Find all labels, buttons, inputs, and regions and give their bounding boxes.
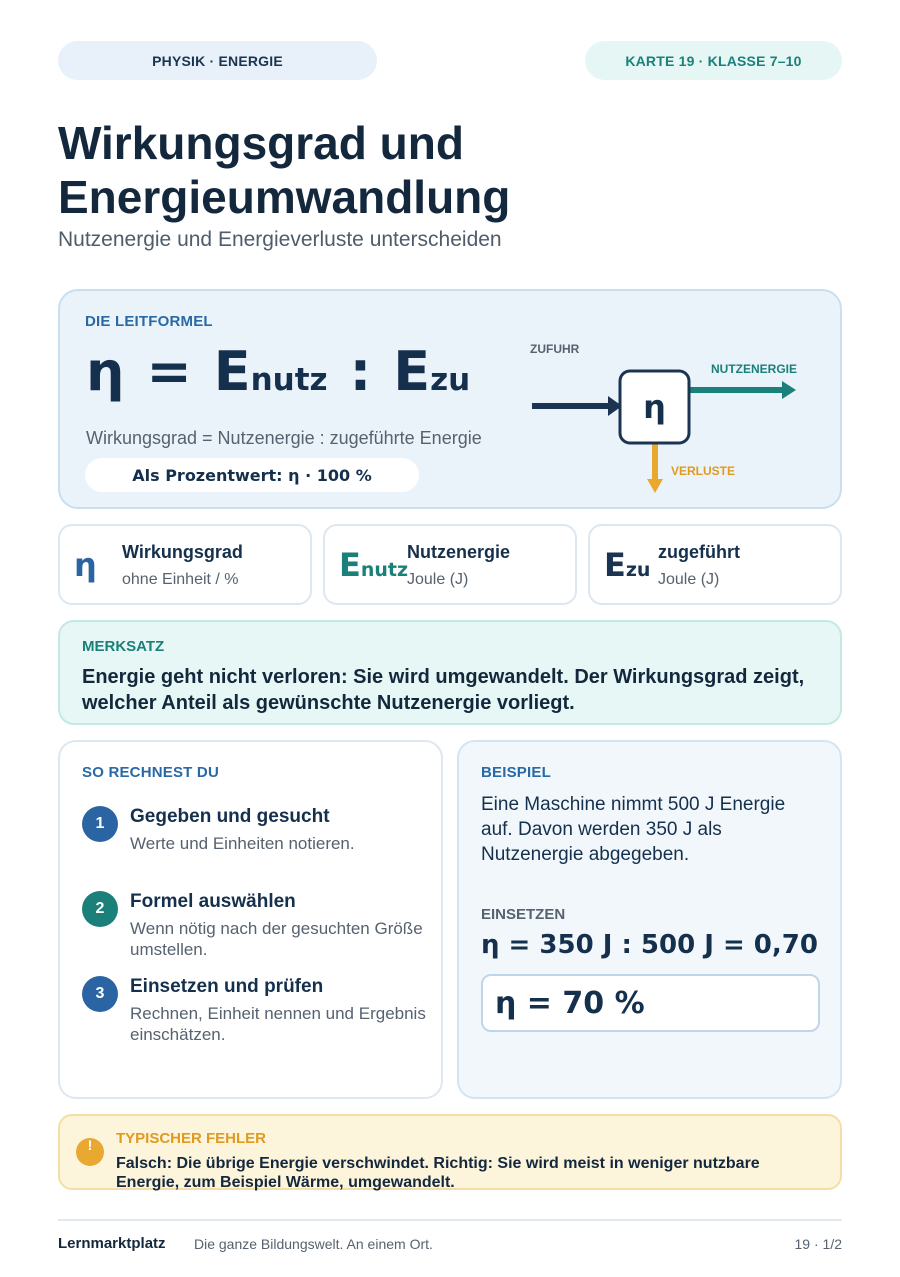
merksatz-label: MERKSATZ xyxy=(82,638,165,655)
diagram-box-symbol: η xyxy=(643,388,666,426)
main-formula xyxy=(86,340,470,403)
step-number: 2 xyxy=(82,891,118,927)
variable-unit: ohne Einheit / % xyxy=(122,571,239,588)
variable-symbol: Ezu xyxy=(604,546,651,584)
footer-brand: Lernmarktplatz xyxy=(58,1235,166,1252)
variable-unit: Joule (J) xyxy=(407,571,469,588)
warning-card xyxy=(58,1114,842,1190)
formula-e-zu-sub: zu xyxy=(430,362,471,398)
step-number: 3 xyxy=(82,976,118,1012)
warning-label: TYPISCHER FEHLER xyxy=(116,1130,267,1147)
step-description: Wenn nötig nach der gesuchten Größe umstellen. xyxy=(130,919,423,959)
steps-label: SO RECHNEST DU xyxy=(82,764,219,781)
formula-e-nutz-sub: nutz xyxy=(250,362,328,398)
formula-eta: η xyxy=(86,340,125,403)
example-result: η = 70 % xyxy=(481,974,820,1032)
variable-unit: Joule (J) xyxy=(658,571,720,588)
step-title: Einsetzen und prüfen xyxy=(130,976,324,997)
formula-equals: = xyxy=(146,340,192,403)
percent-pill: Als Prozentwert: η · 100 % xyxy=(85,458,419,492)
example-calculation: η = 350 J : 500 J = 0,70 xyxy=(481,930,818,960)
variable-card-e-zu xyxy=(588,524,842,605)
example-label: BEISPIEL xyxy=(481,764,551,781)
page-subtitle: Nutzenergie und Energieverluste unterscheiden xyxy=(58,228,502,251)
output-arrow-head xyxy=(782,381,796,399)
subject-pill: PHYSIK · ENERGIE xyxy=(58,41,377,80)
steps-card xyxy=(58,740,443,1099)
loss-arrow-head xyxy=(647,479,663,493)
step-description: Rechnen, Einheit nennen und Ergebnis einschätzen. xyxy=(130,1004,426,1044)
diagram-loss-label: VERLUSTE xyxy=(671,464,736,478)
variable-symbol: η xyxy=(74,546,97,584)
example-text: Eine Maschine nimmt 500 J Energie auf. Davon werden 350 J als Nutzenergie abgegeben. xyxy=(481,794,786,865)
formula-card-label: DIE LEITFORMEL xyxy=(85,313,213,330)
card-pill: KARTE 19 · KLASSE 7–10 xyxy=(585,41,842,80)
formula-colon: : xyxy=(349,340,372,403)
variable-symbol: Enutz xyxy=(339,546,409,584)
variable-name: Wirkungsgrad xyxy=(122,542,243,562)
variable-name: Nutzenergie xyxy=(407,542,511,562)
example-sub-label: EINSETZEN xyxy=(481,906,566,923)
merksatz-card xyxy=(58,620,842,725)
step-number: 1 xyxy=(82,806,118,842)
diagram-output-label: NUTZENERGIE xyxy=(711,362,798,376)
formula-e-zu: E xyxy=(393,340,431,403)
variable-card-e-nutz xyxy=(323,524,577,605)
page-title: Wirkungsgrad und Energieumwandlung xyxy=(58,117,511,223)
example-card xyxy=(457,740,842,1099)
warning-text: Falsch: Die übrige Energie verschwindet. Richtig: Sie wird meist in weniger nutzbare Energie, zum Beispiel Wärme, umgewandelt. xyxy=(116,1155,760,1191)
formula-e-nutz: E xyxy=(213,340,251,403)
variable-card-eta xyxy=(58,524,312,605)
step-title: Formel auswählen xyxy=(130,891,296,912)
footer-tagline: Die ganze Bildungswelt. An einem Ort. xyxy=(194,1236,433,1252)
footer-page-number: 19 · 1/2 xyxy=(794,1236,842,1252)
variable-name: zugeführt xyxy=(658,542,740,562)
diagram-input-label: ZUFUHR xyxy=(530,342,580,356)
merksatz-text: Energie geht nicht verloren: Sie wird umgewandelt. Der Wirkungsgrad zeigt, welcher Anteil als gewünschte Nutzenergie vorliegt. xyxy=(82,666,805,714)
step-title: Gegeben und gesucht xyxy=(130,806,330,827)
warning-icon: ! xyxy=(76,1138,104,1166)
footer-divider xyxy=(58,1219,842,1221)
step-description: Werte und Einheiten notieren. xyxy=(130,834,355,853)
formula-description: Wirkungsgrad = Nutzenergie : zugeführte Energie xyxy=(86,428,482,448)
